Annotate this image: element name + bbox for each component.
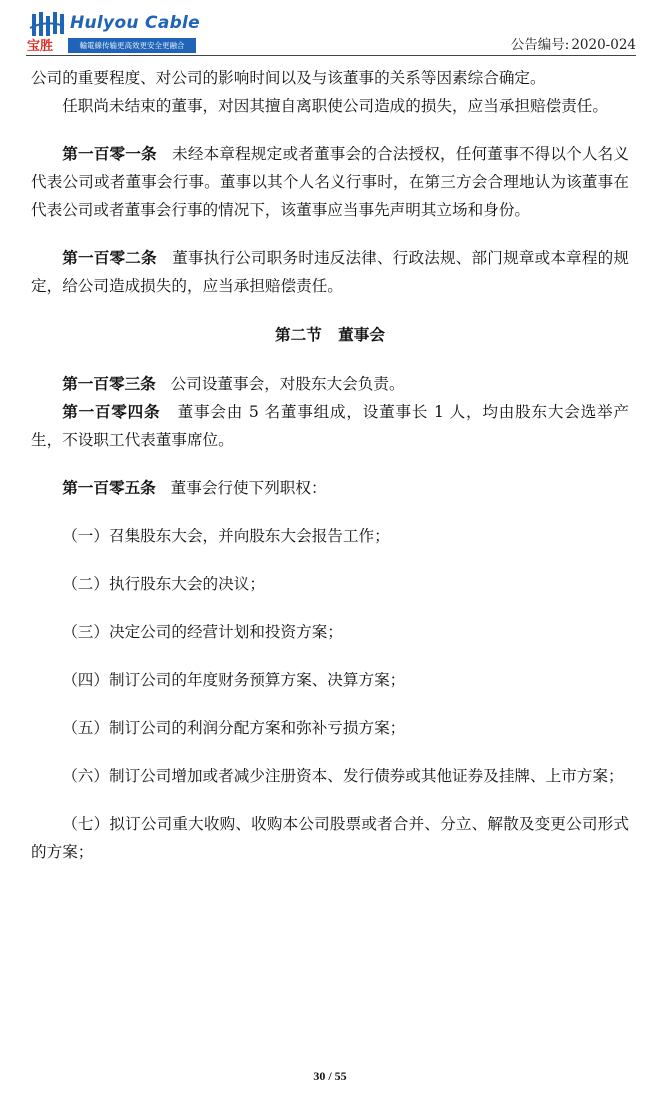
logo-slogan: 輸電線传输更高效更安全更融合: [68, 38, 196, 53]
article-104: [31, 398, 629, 454]
section-number: 第二节: [275, 326, 322, 344]
logo-brand-name: Hulyou Cable: [70, 13, 201, 33]
paragraph-continuation: 公司的重要程度、对公司的影响时间以及与该董事的关系等因素综合确定。: [31, 69, 546, 87]
article-105: [31, 474, 629, 502]
page-header: [0, 0, 660, 58]
article-105-title: 第一百零五条: [62, 479, 156, 497]
article-102-title: 第一百零二条: [62, 249, 157, 267]
section-heading: [31, 321, 629, 349]
notice-value: 2020-024: [571, 37, 636, 53]
list-item: （三）决定公司的经营计划和投资方案；: [62, 623, 343, 641]
article-103-title: 第一百零三条: [62, 375, 156, 393]
logo-mark-text: 宝胜: [27, 39, 54, 54]
logo-mark-icon: [26, 10, 66, 54]
notice-number: [511, 33, 636, 53]
article-104-text: 董事会由 5 名董事组成，设董事长 1 人，均由股东大会选举产生，不设职工代表董事席位。: [31, 403, 629, 449]
header-rule: [26, 55, 636, 56]
article-102-text: 董事执行公司职务时违反法律、行政法规、部门规章或本章程的规定，给公司造成损失的，应当承担赔偿责任。: [31, 249, 629, 295]
article-104-title: 第一百零四条: [62, 403, 161, 421]
section-name: 董事会: [338, 326, 385, 344]
article-101: [31, 140, 629, 224]
list-item: （四）制订公司的年度财务预算方案、决算方案；: [62, 671, 406, 689]
article-101-title: 第一百零一条: [62, 145, 157, 163]
article-103-text: 公司设董事会，对股东大会负责。: [170, 375, 405, 393]
list-item: （七）拟订公司重大收购、收购本公司股票或者合并、分立、解散及变更公司形式的方案；: [31, 815, 629, 861]
list-item: （六）制订公司增加或者减少注册资本、发行债券或其他证券及挂牌、上市方案；: [62, 767, 624, 785]
list-item: （五）制订公司的利润分配方案和弥补亏损方案；: [62, 719, 406, 737]
article-102: [31, 244, 629, 300]
article-101-text: 未经本章程规定或者董事会的合法授权，任何董事不得以个人名义代表公司或者董事会行事。董事以其个人名义行事时，在第三方会合理地认为该董事在代表公司或者董事会行事的情况下，该董事应当事先声明其立场和身份。: [31, 145, 629, 219]
list-item: （二）执行股东大会的决议；: [62, 575, 265, 593]
list-item: （一）召集股东大会，并向股东大会报告工作；: [62, 527, 390, 545]
paragraph-resignation-liability: 任职尚未结束的董事，对因其擅自离职使公司造成的损失，应当承担赔偿责任。: [62, 97, 608, 115]
notice-label: 公告编号:: [510, 37, 570, 53]
company-logo: [26, 10, 201, 54]
document-body: [31, 64, 629, 866]
page-number: 30 / 55: [313, 1069, 347, 1083]
article-103: [31, 370, 629, 398]
article-105-text: 董事会行使下列职权：: [170, 479, 327, 497]
